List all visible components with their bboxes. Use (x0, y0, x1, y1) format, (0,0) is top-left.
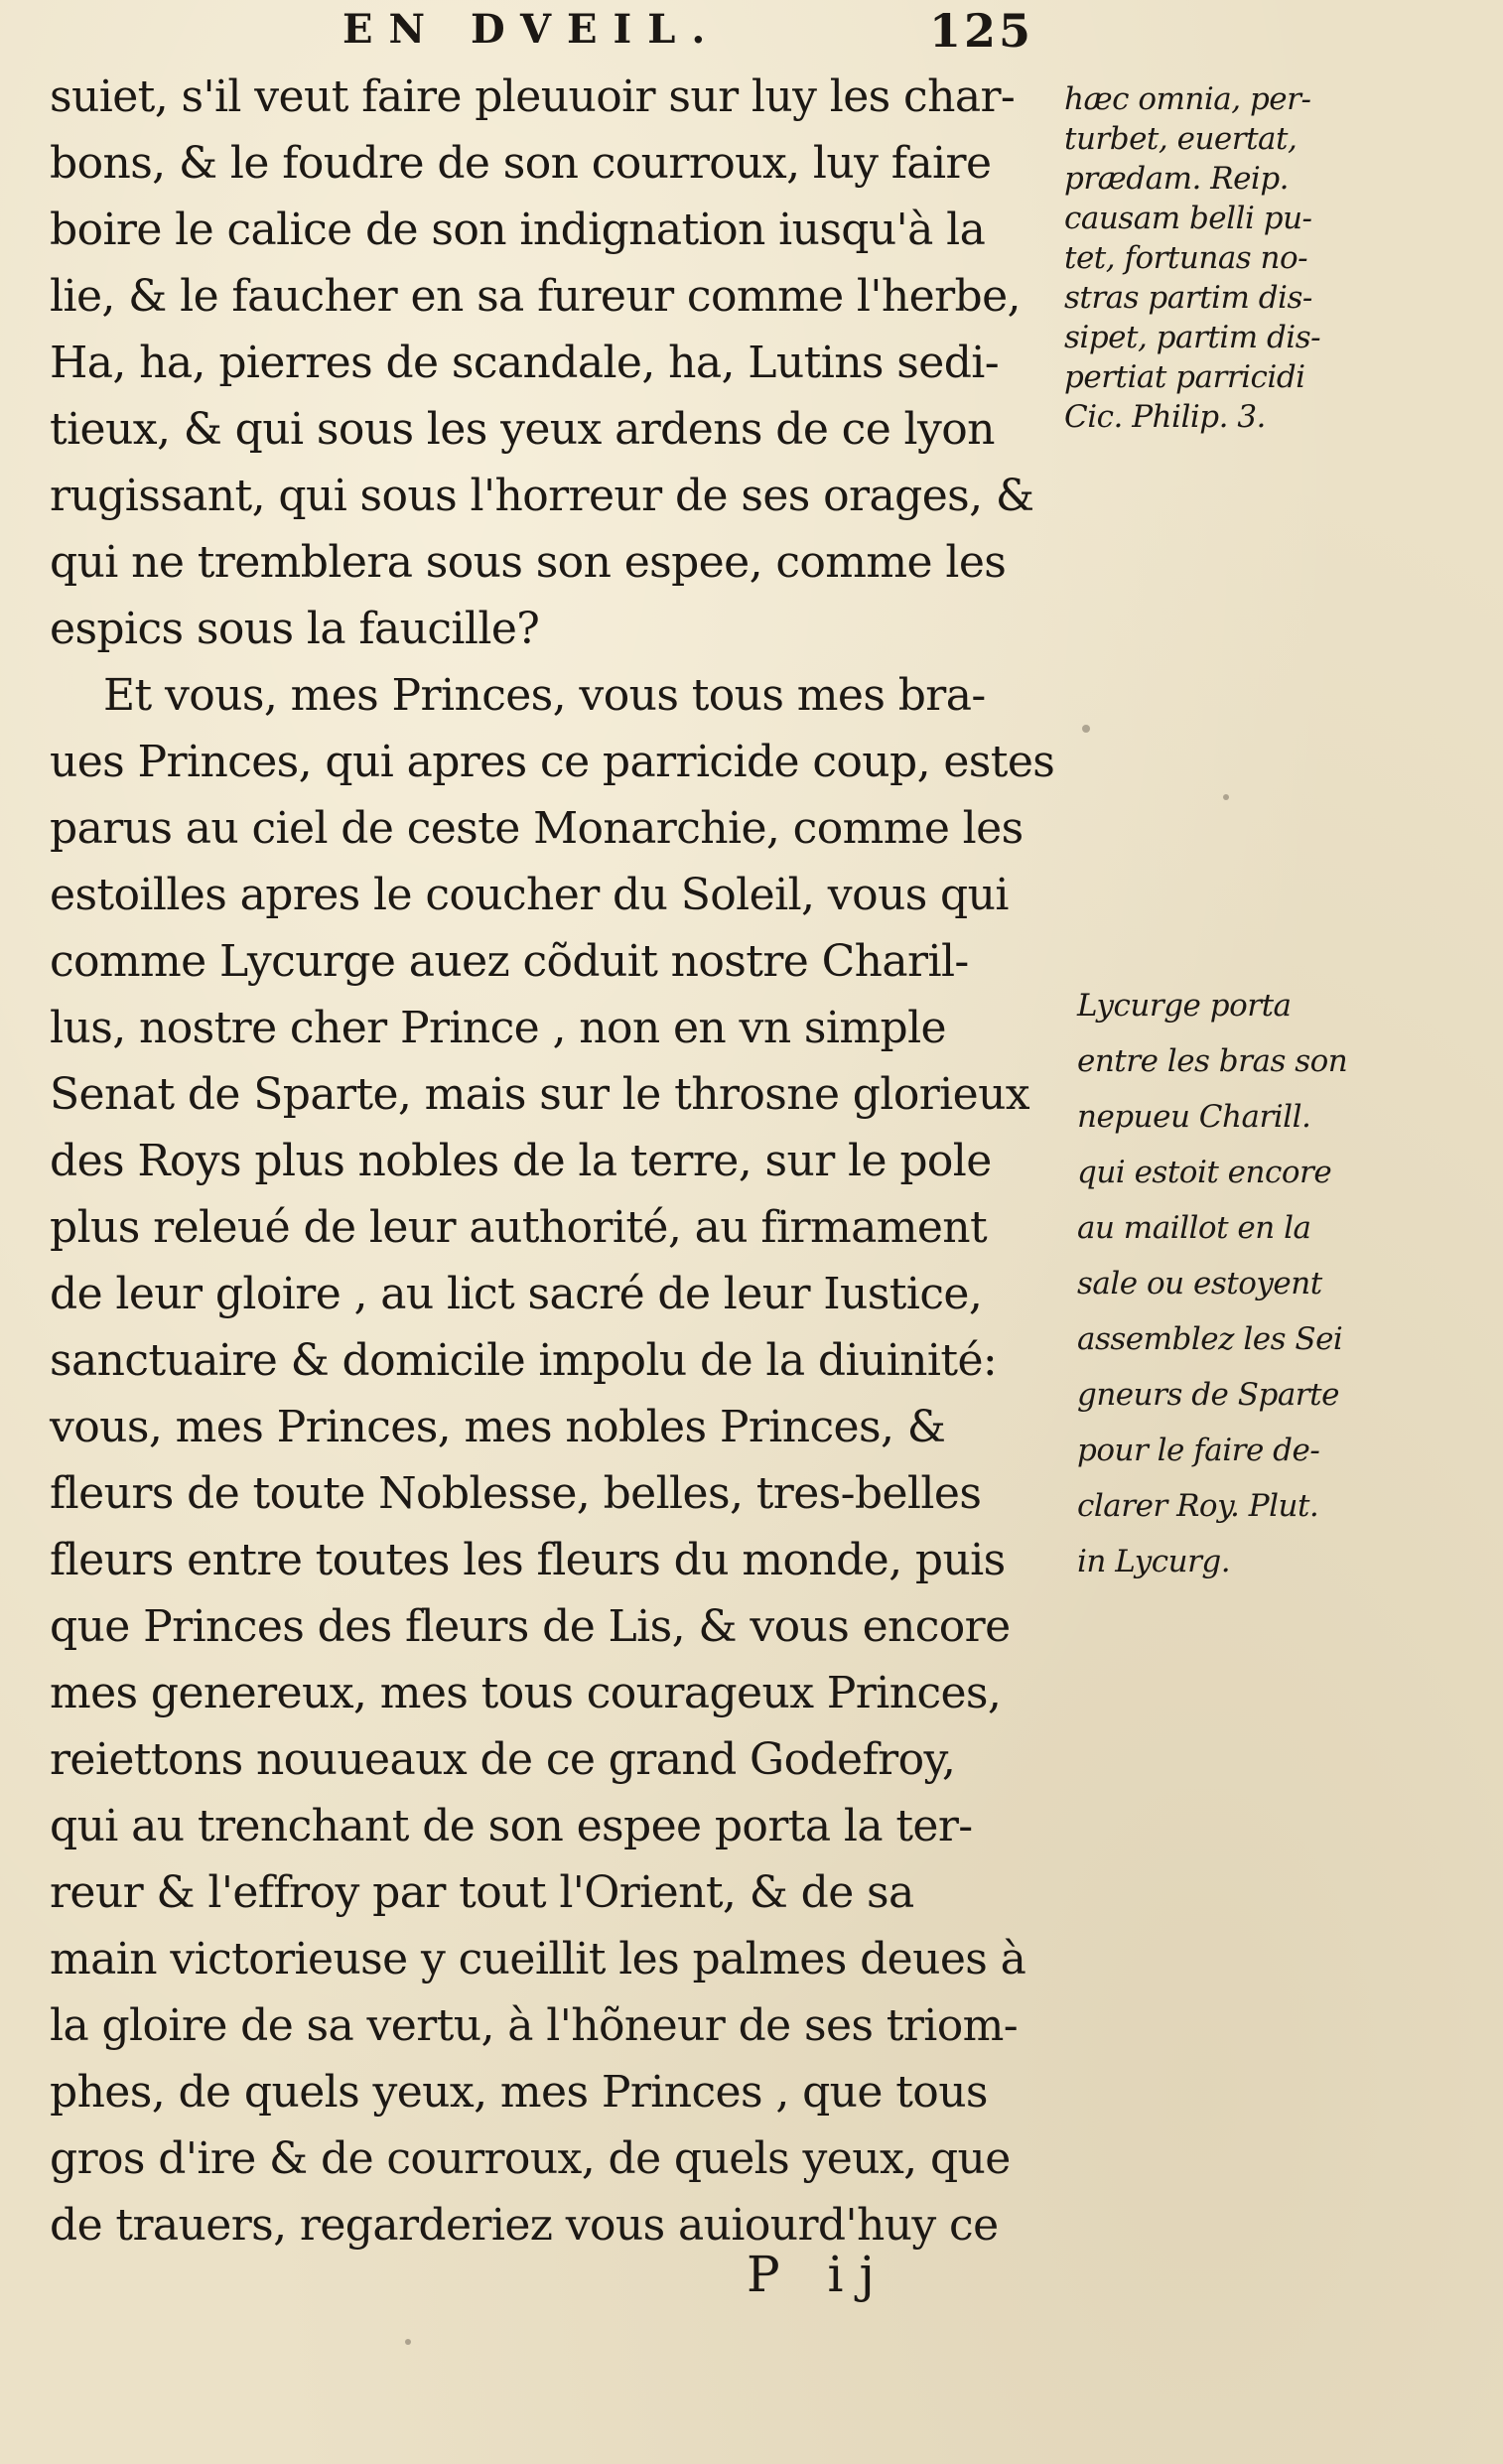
margin-note-line: pertiat parricidi (1064, 359, 1305, 395)
text-line: main victorieuse y cueillit les palmes deues à (50, 1934, 1026, 1985)
margin-note-line: assemblez les Sei (1077, 1321, 1343, 1357)
text-line: lie, & le faucher en sa fureur comme l'herbe, (50, 271, 1021, 322)
text-line: bons, & le foudre de son courroux, luy faire (50, 138, 992, 189)
margin-note-line: hæc omnia, per- (1064, 81, 1311, 117)
text-line: vous, mes Princes, mes nobles Princes, & (50, 1402, 946, 1452)
margin-note-line: Lycurge porta (1077, 988, 1292, 1024)
margin-note-line: tet, fortunas no- (1064, 240, 1308, 276)
margin-note-line: clarer Roy. Plut. (1077, 1488, 1319, 1524)
margin-note-line: entre les bras son (1077, 1043, 1348, 1079)
text-line: estoilles apres le coucher du Soleil, vous qui (50, 870, 1009, 920)
margin-note-line: sipet, partim dis- (1064, 320, 1321, 355)
ink-speck (1082, 725, 1090, 733)
text-line: ues Princes, qui apres ce parricide coup, estes (50, 737, 1055, 787)
margin-note-line: Cic. Philip. 3. (1064, 399, 1266, 435)
text-line: comme Lycurge auez cõduit nostre Charil- (50, 936, 969, 987)
margin-note-lycurgus (1077, 978, 1385, 1589)
margin-note-line: au maillot en la (1077, 1210, 1311, 1246)
margin-note-line: qui estoit encore (1077, 1155, 1332, 1190)
text-line: phes, de quels yeux, mes Princes , que tous (50, 2067, 988, 2118)
text-line: fleurs entre toutes les fleurs du monde, puis (50, 1535, 1006, 1585)
running-title: EN DVEIL. (342, 6, 722, 53)
text-line: espics sous la faucille? (50, 604, 540, 654)
text-line: Senat de Sparte, mais sur le throsne glorieux (50, 1069, 1030, 1120)
text-line: rugissant, qui sous l'horreur de ses orages, & (50, 471, 1034, 521)
text-line: que Princes des fleurs de Lis, & vous encore (50, 1601, 1011, 1652)
text-line: sanctuaire & domicile impolu de la diuinité: (50, 1335, 998, 1386)
main-text-block (50, 64, 1077, 2259)
text-line: de trauers, regarderiez vous auiourd'huy ce (50, 2200, 999, 2251)
margin-note-line: causam belli pu- (1064, 201, 1312, 236)
margin-note-line: gneurs de Sparte (1077, 1377, 1339, 1413)
text-line: boire le calice de son indignation iusqu'à la (50, 205, 986, 255)
text-line: tieux, & qui sous les yeux ardens de ce lyon (50, 404, 995, 455)
text-line: de leur gloire , au lict sacré de leur Iustice, (50, 1269, 983, 1319)
margin-note-cicero (1064, 79, 1372, 437)
margin-note-line: prædam. Reip. (1064, 161, 1290, 197)
ink-speck (1223, 794, 1229, 800)
text-line: parus au ciel de ceste Monarchie, comme les (50, 803, 1024, 854)
text-line: reiettons nouueaux de ce grand Godefroy, (50, 1734, 956, 1785)
margin-note-line: sale ou estoyent (1077, 1266, 1322, 1301)
text-line: qui ne tremblera sous son espee, comme les (50, 537, 1007, 588)
margin-note-line: pour le faire de- (1077, 1433, 1320, 1468)
text-line: qui au trenchant de son espee porta la ter- (50, 1801, 973, 1851)
signature-mark: P ij (747, 2246, 891, 2303)
text-line: lus, nostre cher Prince , non en vn simple (50, 1003, 946, 1053)
page-number: 125 (929, 4, 1034, 58)
text-line: fleurs de toute Noblesse, belles, tres-belles (50, 1468, 982, 1519)
text-line: suiet, s'il veut faire pleuuoir sur luy les char- (50, 71, 1016, 122)
margin-note-line: stras partim dis- (1064, 280, 1312, 316)
text-line: plus releué de leur authorité, au firmament (50, 1202, 988, 1253)
margin-note-line: nepueu Charill. (1077, 1099, 1311, 1135)
text-line: la gloire de sa vertu, à l'hõneur de ses triom- (50, 2000, 1019, 2051)
text-line: reur & l'effroy par tout l'Orient, & de sa (50, 1867, 914, 1918)
margin-note-line: in Lycurg. (1077, 1544, 1231, 1579)
page-header (0, 4, 1503, 64)
paragraph-start-line: Et vous, mes Princes, vous tous mes bra- (103, 670, 986, 721)
ink-speck (405, 2339, 411, 2345)
text-line: des Roys plus nobles de la terre, sur le pole (50, 1136, 992, 1186)
text-line: Ha, ha, pierres de scandale, ha, Lutins sedi- (50, 338, 1000, 388)
text-line: gros d'ire & de courroux, de quels yeux, que (50, 2133, 1011, 2184)
text-line: mes genereux, mes tous courageux Princes, (50, 1668, 1002, 1718)
margin-note-line: turbet, euertat, (1064, 121, 1298, 157)
